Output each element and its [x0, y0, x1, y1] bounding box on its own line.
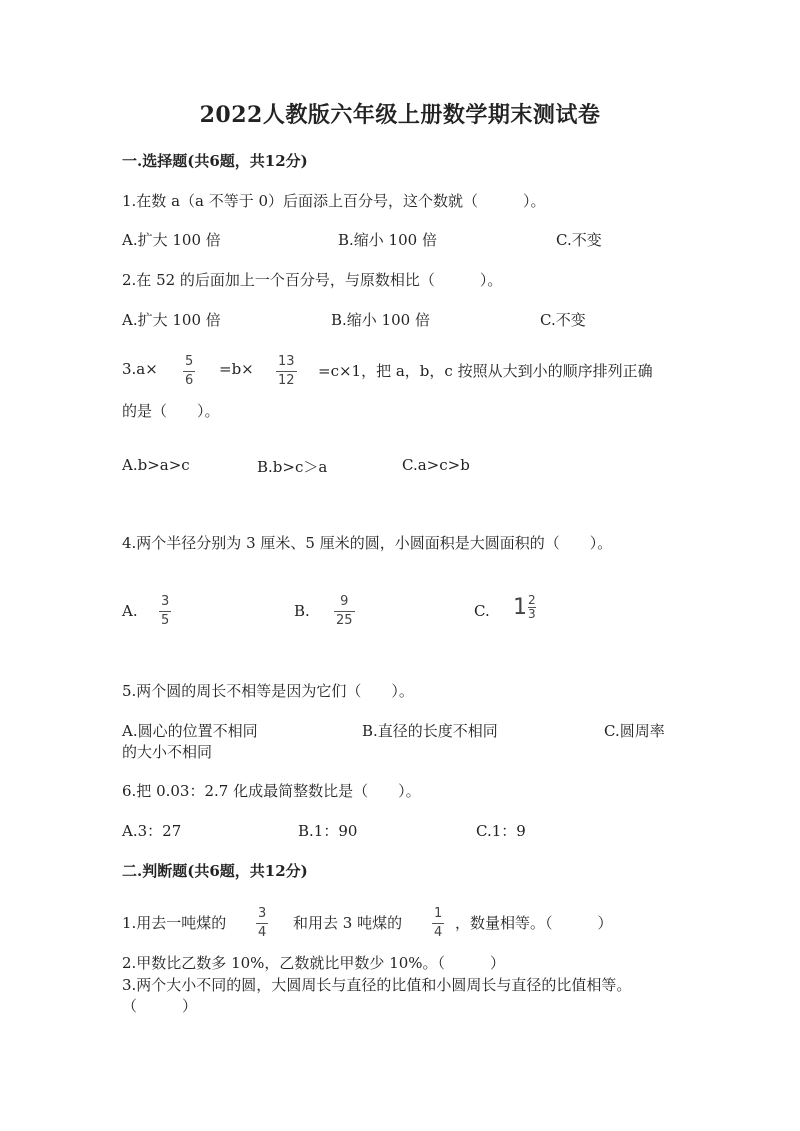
question-3-part3: =c×1，把 a，b，c 按照从大到小的顺序排列正确	[318, 362, 653, 380]
question-6-option-b: B.1：90	[298, 822, 358, 840]
fraction-numerator: 13	[278, 354, 295, 369]
fraction-bar	[276, 371, 297, 372]
judgment-3-line2: （ ）	[122, 997, 198, 1015]
fraction-numerator: 5	[185, 354, 194, 369]
fraction-bar	[432, 923, 444, 924]
fraction-denominator: 12	[278, 373, 295, 388]
judgment-3-text: 3.两个大小不同的圆，大圆周长与直径的比值和小圆周长与直径的比值相等。	[122, 976, 632, 994]
question-3-option-c: C.a>c>b	[402, 456, 470, 474]
question-4-text: 4.两个半径分别为 3 厘米、5 厘米的圆，小圆面积是大圆面积的（ ）。	[122, 534, 613, 552]
fraction-bar	[159, 611, 171, 612]
question-1-text: 1.在数 a（a 不等于 0）后面添上百分号，这个数就（ ）。	[122, 192, 546, 210]
question-4-option-c-label: C.	[474, 602, 490, 620]
question-4-option-b-fraction	[334, 594, 355, 629]
section-heading-judgment: 二.判断题(共6题，共12分)	[122, 862, 308, 880]
fraction-denominator: 25	[336, 613, 353, 628]
question-5-option-a: A.圆心的位置不相同	[122, 722, 258, 740]
question-3-fraction-1	[183, 354, 195, 389]
fraction-denominator: 5	[161, 613, 170, 628]
question-2-option-a: A.扩大 100 倍	[122, 311, 221, 329]
fraction-denominator: 4	[258, 925, 267, 940]
fraction-denominator: 3	[528, 607, 536, 621]
question-2-text: 2.在 52 的后面加上一个百分号，与原数相比（ ）。	[122, 271, 503, 289]
question-4-option-c-mixed-number	[513, 594, 536, 621]
question-5-option-c-wrap: 的大小不相同	[122, 743, 213, 761]
question-6-option-a: A.3：27	[122, 822, 182, 840]
question-5-option-b: B.直径的长度不相同	[362, 722, 498, 740]
mixed-number-whole: 1	[513, 595, 527, 620]
question-3-part2: =b×	[219, 360, 254, 378]
question-1-option-b: B.缩小 100 倍	[338, 231, 437, 249]
question-4-option-a-fraction	[159, 594, 171, 629]
judgment-1-part2: 和用去 3 吨煤的	[293, 914, 403, 932]
question-4-option-a-label: A.	[122, 602, 138, 620]
question-3-fraction-2	[276, 354, 297, 389]
question-6-text: 6.把 0.03：2.7 化成最简整数比是（ ）。	[122, 782, 421, 800]
fraction-numerator: 3	[258, 906, 267, 921]
judgment-1-fraction-2	[432, 906, 444, 941]
fraction-numerator: 3	[161, 594, 170, 609]
section-heading-choice: 一.选择题(共6题，共12分)	[122, 152, 308, 170]
question-1-option-c: C.不变	[556, 231, 602, 249]
question-5-text: 5.两个圆的周长不相等是因为它们（ ）。	[122, 682, 414, 700]
question-3-part1: 3.a×	[122, 360, 158, 378]
fraction-bar	[256, 923, 268, 924]
question-4-option-b-label: B.	[294, 602, 310, 620]
judgment-1-fraction-1	[256, 906, 268, 941]
judgment-1-part1: 1.用去一吨煤的	[122, 914, 227, 932]
question-3-option-a: A.b>a>c	[122, 456, 190, 474]
question-2-option-b: B.缩小 100 倍	[331, 311, 430, 329]
fraction-denominator: 4	[434, 925, 443, 940]
fraction-numerator: 1	[434, 906, 443, 921]
question-6-option-c: C.1：9	[476, 822, 526, 840]
question-3-option-b: B.b>c＞a	[257, 458, 328, 476]
judgment-2-text: 2.甲数比乙数多 10%，乙数就比甲数少 10%。（ ）	[122, 954, 506, 972]
question-2-option-c: C.不变	[540, 311, 586, 329]
judgment-1-part3: ，数量相等。（ ）	[455, 914, 613, 932]
question-1-option-a: A.扩大 100 倍	[122, 231, 221, 249]
fraction-bar	[183, 371, 195, 372]
question-3-line2: 的是（ ）。	[122, 402, 220, 420]
fraction-numerator: 9	[340, 594, 349, 609]
mixed-number-fraction	[528, 594, 536, 621]
fraction-bar	[334, 611, 355, 612]
exam-title: 2022人教版六年级上册数学期末测试卷	[199, 102, 601, 128]
fraction-numerator: 2	[528, 593, 536, 607]
question-5-option-c: C.圆周率	[604, 722, 665, 740]
fraction-denominator: 6	[185, 373, 194, 388]
